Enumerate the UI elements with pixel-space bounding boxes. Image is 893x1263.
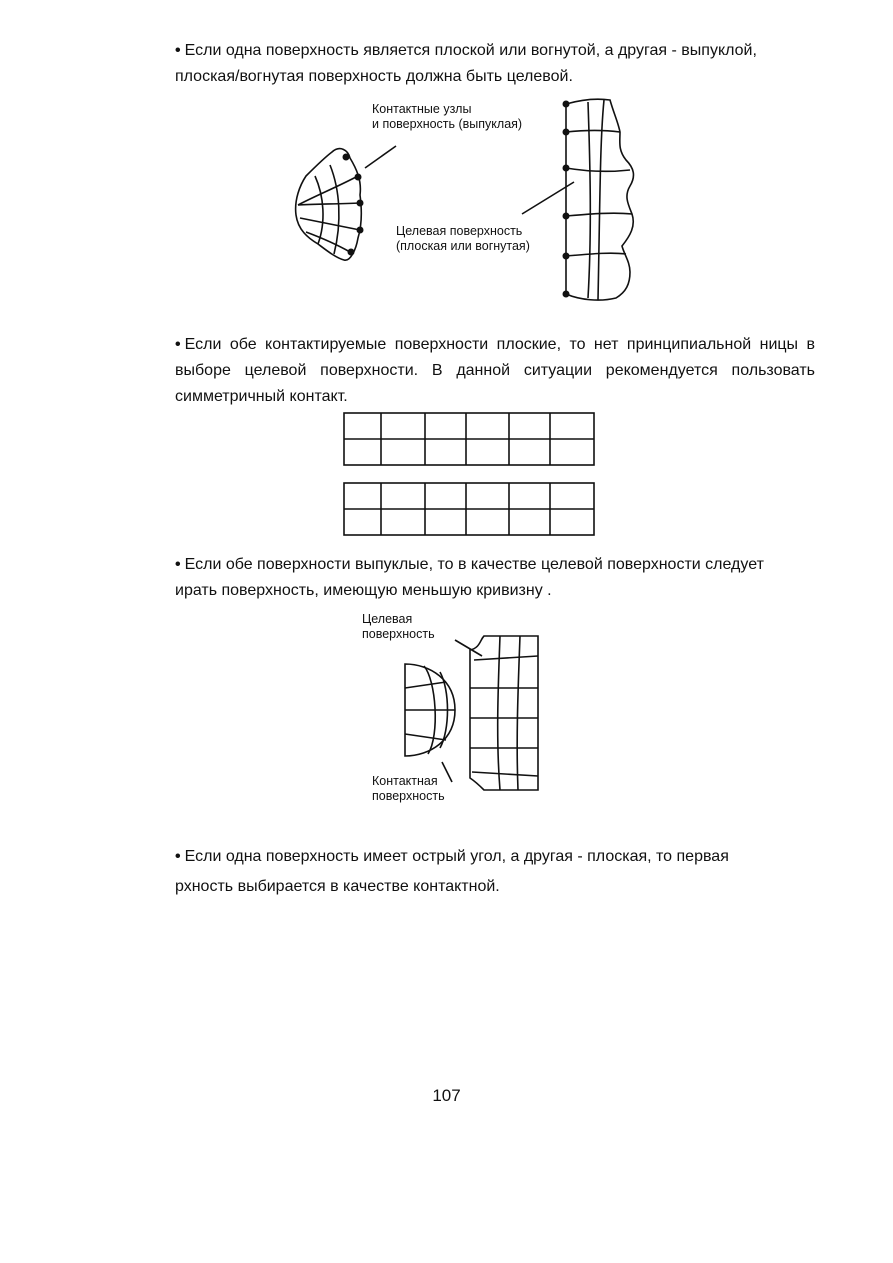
paragraph-4 — [175, 842, 815, 902]
label-line: (плоская или вогнутая) — [396, 239, 530, 253]
bullet: • — [175, 556, 181, 573]
bullet: • — [175, 848, 181, 865]
paragraph-4-line-1 — [175, 842, 815, 872]
target-grid-line — [472, 772, 538, 776]
target-grid-line — [474, 656, 538, 660]
label-line: Целевая — [362, 612, 413, 626]
bullet: • — [175, 42, 181, 59]
page-number: 107 — [432, 1086, 461, 1105]
label-line: поверхность — [362, 627, 435, 641]
figure3-contact-label — [372, 774, 445, 804]
target-grid-line — [517, 636, 520, 790]
paragraph-4-text-1: Если одна поверхность имеет острый угол, а другая - плоская, то первая — [184, 848, 729, 865]
contact-grid-line — [405, 682, 446, 688]
paragraph-3-line-2: ирать поверхность, имеющую меньшую кривизну . — [175, 582, 552, 599]
label-line: и поверхность (выпуклая) — [372, 117, 523, 131]
label-line: поверхность — [372, 789, 445, 803]
label-line: Целевая поверхность — [396, 224, 523, 238]
paragraph-4-line-2: рхность выбирается в качестве контактной. — [175, 878, 500, 895]
contact-grid-line — [405, 734, 446, 740]
paragraph-2-text: Если обе контактируемые поверхности плоские, то нет принципиальной ницы в выборе целевой поверхности. В данной ситуации рекомендуется пользовать симметричный контакт. — [175, 336, 815, 405]
target-pointer-line — [455, 640, 482, 656]
paragraph-1-text-1: Если одна поверхность является плоской или вогнутой, а другая - выпуклой, — [184, 42, 757, 59]
paragraph-3-text-1: Если обе поверхности выпуклые, то в качестве целевой поверхности следует — [184, 556, 764, 573]
label-line: Контактная — [372, 774, 438, 788]
bullet: • — [175, 336, 181, 353]
paragraph-1-line-2: плоская/вогнутая поверхность должна быть целевой. — [175, 68, 573, 85]
label-line: Контактные узлы — [372, 102, 472, 116]
figure3-target-label — [362, 612, 435, 642]
